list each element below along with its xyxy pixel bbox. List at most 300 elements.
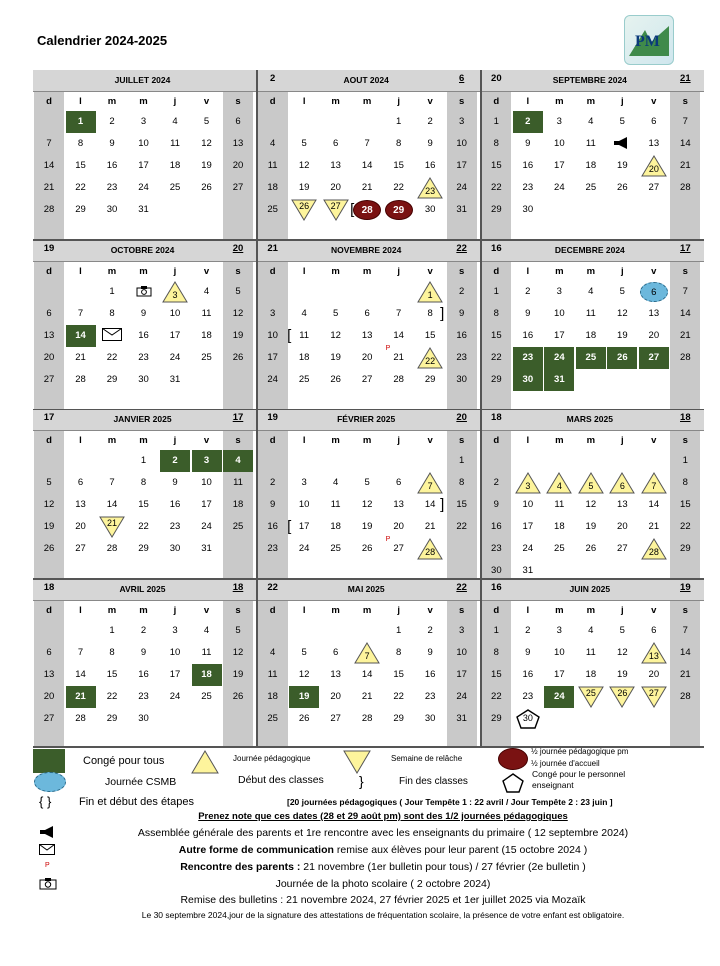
calendar-day[interactable]: 1	[493, 285, 499, 297]
calendar-day[interactable]: 1	[140, 455, 147, 466]
calendar-day[interactable]: 30	[138, 712, 149, 724]
calendar-day[interactable]: 17	[456, 668, 467, 680]
calendar-day[interactable]: 24	[267, 373, 278, 385]
calendar-day[interactable]: 22	[491, 182, 502, 193]
conge-day[interactable]: 30	[513, 369, 543, 391]
calendar-day[interactable]: 14	[361, 668, 373, 680]
calendar-day[interactable]: 2	[140, 624, 147, 636]
calendar-day[interactable]: 16	[424, 668, 436, 680]
calendar-day[interactable]: 3	[556, 285, 562, 297]
calendar-day[interactable]: 16	[106, 160, 118, 171]
conge-day[interactable]: 26	[607, 347, 637, 369]
calendar-day[interactable]: 11	[299, 329, 310, 341]
journee-pedagogique-marker[interactable]: 22	[417, 347, 443, 369]
calendar-day[interactable]: 1	[396, 624, 402, 636]
calendar-day[interactable]: 15	[680, 499, 691, 510]
calendar-day[interactable]: 24	[138, 182, 149, 193]
journee-pedagogique-marker[interactable]: 13	[641, 642, 667, 664]
calendar-day[interactable]: 18	[267, 182, 278, 193]
calendar-day[interactable]: 5	[364, 477, 370, 488]
conge-day[interactable]: 14	[66, 325, 96, 347]
calendar-day[interactable]: 23	[267, 543, 278, 554]
calendar-day[interactable]: 15	[491, 329, 502, 341]
calendar-day[interactable]: 13	[361, 329, 373, 341]
calendar-day[interactable]: 13	[648, 138, 660, 149]
calendar-day[interactable]: 6	[77, 477, 84, 488]
calendar-day[interactable]: 18	[267, 690, 278, 702]
calendar-day[interactable]: 20	[330, 182, 341, 193]
calendar-day[interactable]: 26	[43, 543, 55, 554]
calendar-day[interactable]: 12	[298, 160, 310, 171]
calendar-day[interactable]: 24	[522, 543, 534, 554]
calendar-day[interactable]: 21	[361, 690, 373, 702]
calendar-day[interactable]: 31	[456, 204, 467, 215]
calendar-day[interactable]: 20	[43, 690, 55, 702]
calendar-day[interactable]: 22	[456, 521, 467, 532]
journee-pedagogique-marker[interactable]: 5	[578, 472, 604, 494]
calendar-day[interactable]: 30	[491, 565, 502, 576]
calendar-day[interactable]: 31	[522, 565, 534, 576]
calendar-day[interactable]: 12	[361, 499, 373, 510]
calendar-day[interactable]: 3	[172, 624, 178, 636]
calendar-day[interactable]: 10	[267, 329, 278, 341]
conge-day[interactable]: 31	[544, 369, 574, 391]
calendar-day[interactable]: 6	[396, 477, 402, 488]
calendar-day[interactable]: 29	[106, 373, 118, 385]
calendar-day[interactable]: 7	[682, 285, 688, 297]
calendar-day[interactable]: 21	[680, 329, 691, 341]
calendar-day[interactable]: 1	[459, 455, 465, 466]
calendar-day[interactable]: 14	[106, 499, 118, 510]
calendar-day[interactable]: 27	[75, 543, 86, 554]
calendar-day[interactable]: 17	[522, 521, 534, 532]
calendar-day[interactable]: 12	[617, 307, 628, 319]
calendar-day[interactable]: 29	[106, 712, 118, 724]
calendar-day[interactable]: 6	[651, 116, 657, 127]
calendar-day[interactable]: 2	[270, 477, 276, 488]
calendar-day[interactable]: 4	[203, 624, 210, 636]
calendar-day[interactable]: 24	[298, 543, 310, 554]
calendar-day[interactable]: 8	[493, 307, 499, 319]
calendar-day[interactable]: 14	[393, 329, 404, 341]
calendar-day[interactable]: 11	[585, 646, 596, 658]
calendar-day[interactable]: 2	[493, 477, 499, 488]
calendar-day[interactable]: 6	[333, 138, 339, 149]
calendar-day[interactable]: 29	[491, 373, 502, 385]
conge-day[interactable]: 25	[576, 347, 606, 369]
conge-day[interactable]: 1	[66, 111, 96, 133]
calendar-day[interactable]: 15	[393, 668, 404, 680]
calendar-day[interactable]: 26	[585, 543, 597, 554]
calendar-day[interactable]: 20	[393, 521, 404, 532]
calendar-day[interactable]: 25	[232, 521, 244, 532]
calendar-day[interactable]: 5	[235, 285, 241, 297]
calendar-day[interactable]: 20	[617, 521, 628, 532]
calendar-day[interactable]: 18	[298, 351, 310, 363]
calendar-day[interactable]: 28	[680, 182, 691, 193]
calendar-day[interactable]: 30	[106, 204, 118, 215]
calendar-day[interactable]: 23	[456, 351, 467, 363]
calendar-day[interactable]: 19	[585, 521, 597, 532]
calendar-day[interactable]: 10	[298, 499, 310, 510]
calendar-day[interactable]: 6	[651, 624, 657, 636]
calendar-day[interactable]: 30	[169, 543, 181, 554]
calendar-day[interactable]: 16	[169, 499, 181, 510]
demi-journee-marker[interactable]: 27	[323, 199, 349, 221]
calendar-day[interactable]: 17	[138, 160, 149, 171]
calendar-day[interactable]: 27	[330, 712, 341, 724]
calendar-day[interactable]: 12	[617, 646, 628, 658]
calendar-day[interactable]: 22	[75, 182, 86, 193]
calendar-day[interactable]: 28	[393, 373, 404, 385]
personnel-marker[interactable]: 30	[515, 708, 541, 730]
calendar-day[interactable]: 29	[424, 373, 436, 385]
calendar-day[interactable]: 2	[459, 285, 465, 297]
calendar-day[interactable]: 15	[106, 668, 118, 680]
calendar-day[interactable]: 10	[169, 646, 181, 658]
calendar-day[interactable]: 21	[648, 521, 660, 532]
calendar-day[interactable]: 17	[456, 160, 467, 171]
calendar-day[interactable]: 13	[43, 329, 55, 341]
calendar-day[interactable]: 9	[140, 646, 147, 658]
calendar-day[interactable]: 3	[459, 116, 465, 127]
calendar-day[interactable]: 13	[393, 499, 404, 510]
calendar-day[interactable]: 18	[554, 521, 565, 532]
calendar-day[interactable]: 29	[75, 204, 86, 215]
calendar-day[interactable]: 15	[75, 160, 86, 171]
calendar-day[interactable]: 4	[172, 116, 178, 127]
camera-icon[interactable]	[129, 281, 159, 303]
calendar-day[interactable]: 25	[298, 373, 310, 385]
calendar-day[interactable]: 5	[301, 646, 307, 658]
calendar-day[interactable]: 12	[298, 668, 310, 680]
calendar-day[interactable]: 3	[140, 116, 147, 127]
megaphone-icon[interactable]	[607, 133, 637, 155]
calendar-day[interactable]: 30	[138, 373, 149, 385]
calendar-day[interactable]: 13	[43, 668, 55, 680]
calendar-day[interactable]: 11	[585, 138, 596, 149]
calendar-day[interactable]: 24	[169, 690, 181, 702]
calendar-day[interactable]: 27	[43, 712, 55, 724]
calendar-day[interactable]: 19	[617, 160, 628, 171]
calendar-day[interactable]: 11	[554, 499, 565, 510]
calendar-day[interactable]: 6	[235, 116, 241, 127]
calendar-day[interactable]: 3	[556, 116, 562, 127]
calendar-day[interactable]: 16	[138, 329, 149, 341]
calendar-day[interactable]: 14	[43, 160, 55, 171]
calendar-day[interactable]: 27	[232, 182, 244, 193]
calendar-day[interactable]: 18	[232, 499, 244, 510]
calendar-day[interactable]: 13	[75, 499, 86, 510]
calendar-day[interactable]: 11	[585, 307, 596, 319]
calendar-day[interactable]: 3	[459, 624, 465, 636]
calendar-day[interactable]: 11	[201, 646, 212, 658]
calendar-day[interactable]: 9	[109, 138, 115, 149]
calendar-day[interactable]: 17	[169, 329, 181, 341]
calendar-day[interactable]: 9	[493, 499, 499, 510]
calendar-day[interactable]: 23	[424, 690, 436, 702]
calendar-day[interactable]: 4	[270, 646, 276, 658]
calendar-day[interactable]: 19	[232, 668, 244, 680]
calendar-day[interactable]: 11	[330, 499, 341, 510]
calendar-day[interactable]: 21	[75, 351, 86, 363]
calendar-day[interactable]: 11	[170, 138, 180, 149]
calendar-day[interactable]: 16	[456, 329, 467, 341]
conge-day[interactable]: 18	[192, 664, 222, 686]
calendar-day[interactable]: 5	[619, 116, 625, 127]
calendar-day[interactable]: 11	[267, 668, 278, 680]
journee-pedagogique-marker[interactable]: 20	[641, 155, 667, 177]
calendar-day[interactable]: 17	[298, 521, 310, 532]
calendar-day[interactable]: 12	[201, 138, 212, 149]
calendar-day[interactable]: 26	[330, 373, 341, 385]
calendar-day[interactable]: 5	[333, 307, 339, 319]
calendar-day[interactable]: 23	[169, 521, 181, 532]
calendar-day[interactable]: 2	[109, 116, 115, 127]
calendar-day[interactable]: 28	[43, 204, 55, 215]
calendar-day[interactable]: 26	[361, 543, 373, 554]
calendar-day[interactable]: 1	[109, 624, 115, 636]
calendar-day[interactable]: 12	[232, 307, 244, 319]
calendar-day[interactable]: 9	[140, 307, 147, 319]
calendar-day[interactable]: 20	[648, 329, 660, 341]
calendar-day[interactable]: 23	[106, 182, 118, 193]
calendar-day[interactable]: 31	[201, 543, 212, 554]
calendar-day[interactable]: 4	[588, 624, 594, 636]
calendar-day[interactable]: 15	[138, 499, 149, 510]
calendar-day[interactable]: 4	[333, 477, 339, 488]
calendar-day[interactable]: 29	[491, 204, 502, 215]
calendar-day[interactable]: 27	[617, 543, 628, 554]
calendar-day[interactable]: 20	[232, 160, 244, 171]
calendar-day[interactable]: 22	[393, 690, 404, 702]
calendar-day[interactable]: 28	[680, 690, 691, 702]
journee-pedagogique-marker[interactable]: 3	[515, 472, 541, 494]
calendar-day[interactable]: 29	[491, 712, 502, 724]
calendar-day[interactable]: 1	[396, 116, 402, 127]
demi-journee-marker[interactable]: 26	[291, 199, 317, 221]
calendar-day[interactable]: 19	[617, 329, 628, 341]
calendar-day[interactable]: 10	[554, 138, 565, 149]
calendar-day[interactable]: 19	[361, 521, 373, 532]
calendar-day[interactable]: 14	[680, 307, 691, 319]
conge-day[interactable]: 3	[192, 450, 222, 472]
demi-journee-marker[interactable]: 21	[99, 516, 125, 538]
calendar-day[interactable]: 21	[43, 182, 55, 193]
calendar-day[interactable]: 16	[522, 668, 534, 680]
calendar-day[interactable]: 18	[169, 160, 181, 171]
calendar-day[interactable]: 30	[522, 204, 534, 215]
calendar-day[interactable]: 8	[109, 307, 115, 319]
conge-day[interactable]: 24	[544, 686, 574, 708]
calendar-day[interactable]: 22	[680, 521, 691, 532]
journee-pedagogique-marker[interactable]: 3	[162, 281, 188, 303]
calendar-day[interactable]: 4	[588, 116, 594, 127]
calendar-day[interactable]: 14	[424, 499, 436, 510]
calendar-day[interactable]: 1	[109, 285, 115, 297]
calendar-day[interactable]: 8	[109, 646, 115, 658]
calendar-day[interactable]: 18	[585, 329, 597, 341]
calendar-day[interactable]: 10	[138, 138, 149, 149]
calendar-day[interactable]: 14	[680, 138, 691, 149]
calendar-day[interactable]: 6	[46, 307, 52, 319]
calendar-day[interactable]: 2	[525, 624, 531, 636]
journee-pedagogique-marker[interactable]: 6	[609, 472, 635, 494]
calendar-day[interactable]: 8	[396, 138, 402, 149]
calendar-day[interactable]: 26	[201, 182, 212, 193]
calendar-day[interactable]: 19	[43, 521, 55, 532]
calendar-day[interactable]: 22	[491, 690, 502, 702]
calendar-day[interactable]: 7	[682, 116, 688, 127]
calendar-day[interactable]: 28	[75, 712, 86, 724]
calendar-day[interactable]: 23	[522, 690, 534, 702]
calendar-day[interactable]: 22	[106, 690, 118, 702]
calendar-day[interactable]: 13	[648, 307, 660, 319]
conge-day[interactable]: 21	[66, 686, 96, 708]
calendar-day[interactable]: 19	[617, 668, 628, 680]
calendar-day[interactable]: 22	[491, 351, 502, 363]
calendar-day[interactable]: 4	[301, 307, 307, 319]
calendar-day[interactable]: 14	[75, 668, 86, 680]
calendar-day[interactable]: 31	[138, 204, 149, 215]
calendar-day[interactable]: 11	[267, 160, 278, 171]
calendar-day[interactable]: 29	[138, 543, 149, 554]
calendar-day[interactable]: 17	[169, 668, 181, 680]
conge-day[interactable]: 2	[160, 450, 190, 472]
calendar-day[interactable]: 15	[393, 160, 404, 171]
calendar-day[interactable]: 20	[648, 668, 660, 680]
calendar-day[interactable]: 19	[330, 351, 341, 363]
calendar-day[interactable]: 9	[270, 499, 276, 510]
calendar-day[interactable]: 5	[619, 285, 625, 297]
calendar-day[interactable]: 2	[427, 116, 433, 127]
calendar-day[interactable]: 1	[493, 624, 499, 636]
calendar-day[interactable]: 20	[43, 351, 55, 363]
calendar-day[interactable]: 12	[43, 499, 55, 510]
calendar-day[interactable]: 21	[680, 160, 691, 171]
calendar-day[interactable]: 13	[330, 160, 341, 171]
calendar-day[interactable]: 29	[680, 543, 691, 554]
calendar-day[interactable]: 5	[203, 116, 210, 127]
calendar-day[interactable]: 30	[456, 373, 467, 385]
calendar-day[interactable]: 6	[364, 307, 370, 319]
calendar-day[interactable]: 10	[169, 307, 181, 319]
journee-pedagogique-marker[interactable]: 7	[417, 472, 443, 494]
csmb-marker[interactable]: 6	[640, 282, 668, 302]
calendar-day[interactable]: 21	[393, 351, 404, 363]
calendar-day[interactable]: 25	[267, 204, 278, 215]
calendar-day[interactable]: 25	[554, 543, 565, 554]
calendar-day[interactable]: 9	[525, 138, 531, 149]
calendar-day[interactable]: 2	[525, 285, 531, 297]
calendar-day[interactable]: 24	[456, 690, 467, 702]
calendar-day[interactable]: 9	[427, 138, 433, 149]
calendar-day[interactable]: 7	[77, 646, 84, 658]
calendar-day[interactable]: 6	[333, 646, 339, 658]
calendar-day[interactable]: 17	[554, 668, 565, 680]
calendar-day[interactable]: 26	[617, 182, 628, 193]
calendar-day[interactable]: 17	[267, 351, 278, 363]
calendar-day[interactable]: 17	[201, 499, 212, 510]
calendar-day[interactable]: 28	[361, 712, 373, 724]
calendar-day[interactable]: 7	[109, 477, 115, 488]
calendar-day[interactable]: 11	[201, 307, 212, 319]
calendar-day[interactable]: 6	[46, 646, 52, 658]
calendar-day[interactable]: 18	[201, 329, 212, 341]
calendar-day[interactable]: 10	[522, 499, 534, 510]
calendar-day[interactable]: 26	[232, 351, 244, 363]
calendar-day[interactable]: 25	[201, 690, 212, 702]
calendar-day[interactable]: 8	[77, 138, 84, 149]
calendar-day[interactable]: 15	[424, 329, 436, 341]
calendar-day[interactable]: 9	[172, 477, 178, 488]
journee-pedagogique-marker[interactable]: 28	[417, 538, 443, 560]
journee-pedagogique-marker[interactable]: 23	[417, 177, 443, 199]
calendar-day[interactable]: 3	[270, 307, 276, 319]
calendar-day[interactable]: 16	[424, 160, 436, 171]
journee-pedagogique-marker[interactable]: 1	[417, 281, 443, 303]
calendar-day[interactable]: 14	[648, 499, 660, 510]
calendar-day[interactable]: 24	[456, 182, 467, 193]
demi-journee-marker[interactable]: 26	[609, 686, 635, 708]
conge-day[interactable]: 24	[544, 347, 574, 369]
calendar-day[interactable]: 28	[106, 543, 118, 554]
calendar-day[interactable]: 9	[525, 646, 531, 658]
calendar-day[interactable]: 1	[682, 455, 688, 466]
calendar-day[interactable]: 27	[393, 543, 404, 554]
calendar-day[interactable]: 16	[522, 160, 534, 171]
calendar-day[interactable]: 13	[330, 668, 341, 680]
calendar-day[interactable]: 10	[201, 477, 212, 488]
calendar-day[interactable]: 9	[459, 307, 465, 319]
calendar-day[interactable]: 2	[427, 624, 433, 636]
calendar-day[interactable]: 10	[456, 138, 467, 149]
calendar-day[interactable]: 12	[232, 646, 244, 658]
calendar-day[interactable]: 22	[393, 182, 404, 193]
calendar-day[interactable]: 4	[588, 285, 594, 297]
journee-pedagogique-marker[interactable]: 28	[641, 538, 667, 560]
calendar-day[interactable]: 3	[556, 624, 562, 636]
calendar-day[interactable]: 8	[396, 646, 402, 658]
calendar-day[interactable]: 8	[493, 138, 499, 149]
conge-day[interactable]: 27	[639, 347, 669, 369]
envelope-icon[interactable]	[97, 325, 127, 347]
calendar-day[interactable]: 15	[491, 668, 502, 680]
calendar-day[interactable]: 10	[456, 646, 467, 658]
calendar-day[interactable]: 17	[554, 329, 565, 341]
calendar-day[interactable]: 7	[364, 138, 370, 149]
calendar-day[interactable]: 21	[680, 668, 691, 680]
calendar-day[interactable]: 16	[138, 668, 149, 680]
calendar-day[interactable]: 23	[522, 182, 534, 193]
calendar-day[interactable]: 3	[301, 477, 307, 488]
calendar-day[interactable]: 20	[330, 690, 341, 702]
calendar-day[interactable]: 30	[424, 712, 436, 724]
calendar-day[interactable]: 26	[298, 712, 310, 724]
calendar-day[interactable]: 8	[493, 646, 499, 658]
demi-journee-marker[interactable]: 25	[578, 686, 604, 708]
calendar-day[interactable]: 19	[298, 182, 310, 193]
calendar-day[interactable]: 5	[235, 624, 241, 636]
calendar-day[interactable]: 5	[619, 624, 625, 636]
calendar-day[interactable]: 15	[456, 499, 467, 510]
calendar-day[interactable]: 27	[361, 373, 373, 385]
demi-journee-ped-marker[interactable]: 28	[353, 200, 381, 220]
journee-pedagogique-marker[interactable]: 4	[546, 472, 572, 494]
calendar-day[interactable]: 23	[138, 690, 149, 702]
calendar-day[interactable]: 25	[267, 712, 278, 724]
conge-day[interactable]: 2	[513, 111, 543, 133]
